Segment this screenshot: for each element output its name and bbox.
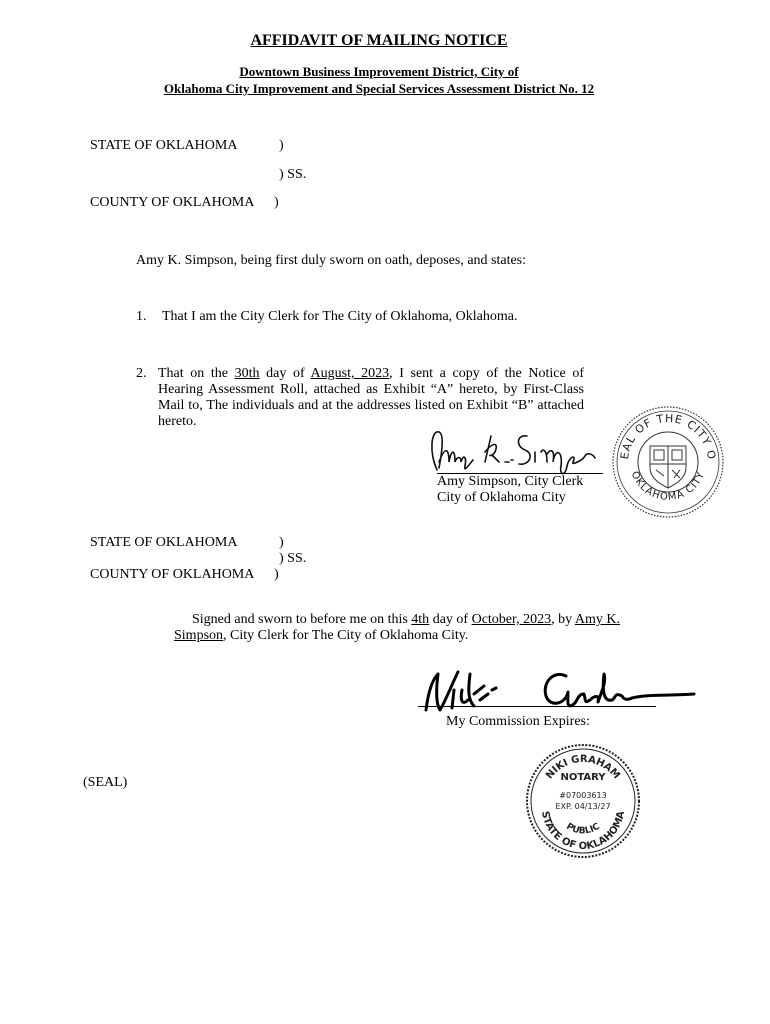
notary-stamp-name: NIKI GRAHAM — [544, 753, 622, 782]
venue-state: STATE OF OKLAHOMA — [90, 138, 238, 153]
affiant-name: Amy K. — [574, 612, 620, 627]
jurat-statement: Signed and sworn to before me on this 4th day of October, 2023, by Amy K. Simpson, City Clerk for The City of Oklahoma City. — [174, 612, 620, 643]
item-number: 2. — [136, 366, 147, 381]
commission-expires-label: My Commission Expires: — [446, 714, 590, 729]
item-number: 1. — [136, 309, 147, 324]
notary-stamp-expires: EXP. 04/13/27 — [555, 802, 611, 811]
mail-month: August, 2023 — [310, 366, 390, 381]
clerk-signature — [425, 422, 605, 478]
venue-paren: ) — [274, 195, 279, 210]
venue-county: COUNTY OF OKLAHOMA — [90, 567, 255, 582]
venue-ss: ) SS. — [279, 551, 307, 566]
city-seal-text-top: SEAL OF THE CITY OF — [606, 394, 719, 461]
clerk-org-line: City of Oklahoma City — [437, 490, 566, 505]
seal-label: (SEAL) — [83, 775, 128, 790]
document-title: AFFIDAVIT OF MAILING NOTICE — [250, 32, 508, 49]
venue-state: STATE OF OKLAHOMA — [90, 535, 238, 550]
notary-stamp — [524, 742, 642, 860]
notary-stamp-public: PUBLIC — [564, 821, 602, 837]
notary-stamp-number: #07003613 — [559, 791, 607, 800]
venue-paren: ) — [279, 138, 284, 153]
venue-ss: ) SS. — [279, 167, 307, 182]
jurat-day: 4th — [411, 612, 430, 627]
city-seal — [606, 394, 726, 520]
city-seal-text-bottom: OKLAHOMA CITY — [628, 469, 708, 504]
svg-text:SEAL OF THE CITY OF — [606, 394, 718, 461]
notary-stamp-title: NOTARY — [560, 772, 606, 783]
affiant-name: Simpson — [174, 628, 224, 643]
mail-day: 30th — [234, 366, 260, 381]
notary-signature-line — [418, 706, 656, 707]
item-2-text: That on the 30th day of August, 2023, I sent a copy of the Notice of Hearing Assessment Roll, attached as Exhibit “A” hereto, by First-Class Mail to, The individuals and at the addresses listed on Exhibit “B” attached hereto. — [158, 366, 584, 429]
venue-paren: ) — [279, 535, 284, 550]
venue-county: COUNTY OF OKLAHOMA — [90, 195, 255, 210]
notary-stamp-state: STATE OF OKLAHOMA — [539, 810, 627, 852]
svg-text:PUBLIC — [564, 822, 602, 837]
venue-paren: ) — [274, 567, 279, 582]
subtitle-line-1: Downtown Business Improvement District, City of — [239, 64, 519, 79]
intro-statement: Amy K. Simpson, being first duly sworn on oath, deposes, and states: — [136, 253, 527, 268]
notary-signature — [418, 660, 698, 716]
clerk-name-line: Amy Simpson, City Clerk — [437, 474, 584, 489]
jurat-month: October, 2023 — [471, 612, 552, 627]
item-2 — [136, 366, 584, 430]
item-1-text: That I am the City Clerk for The City of Oklahoma, Oklahoma. — [162, 309, 518, 324]
subtitle-line-2: Oklahoma City Improvement and Special Services Assessment District No. 12 — [163, 81, 595, 96]
